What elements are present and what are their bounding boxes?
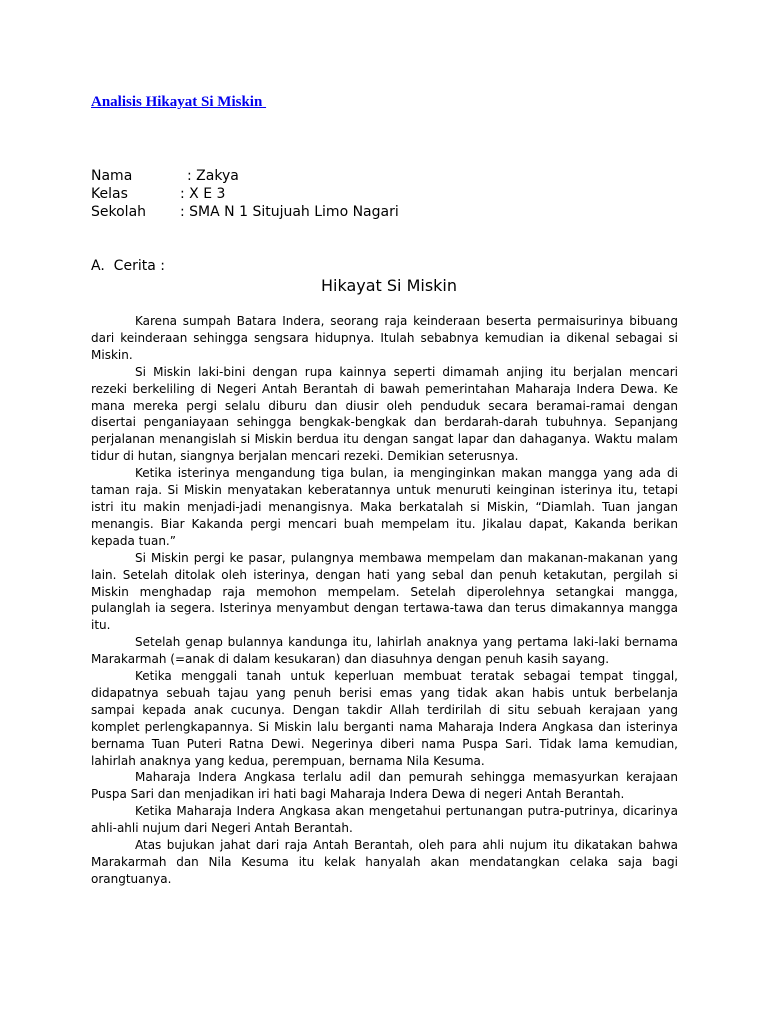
info-value: : SMA N 1 Situjuah Limo Nagari	[180, 204, 399, 220]
story-paragraph: Si Miskin laki-bini dengan rupa kainnya seperti dimamah anjing itu berjalan mencari rezeki berkeliling di Negeri Antah Berantah di bawah pemerintahan Maharaja Indera Dewa. Ke mana mereka pergi selalu diburu dan diusir oleh penduduk secara beramai-ramai dengan disertai penganiayaan sehingga bengkak-bengkak dan berdarah-darah tubuhnya. Sepanjang perjalanan menangislah si Miskin berdua itu dengan sangat lapar dan dahaganya. Waktu malam tidur di hutan, siangnya berjalan mencari rezeki. Demikian seterusnya.	[91, 364, 678, 464]
story-paragraph: Karena sumpah Batara Indera, seorang raja keinderaan beserta permaisurinya bibuang dari keinderaan sehingga sengsara hidupnya. Itulah sebabnya kemudian ia dikenal sebagai si Miskin.	[91, 314, 678, 362]
story-paragraph: Ketika menggali tanah untuk keperluan membuat teratak sebagai tempat tinggal, didapatnya sebuah tajau yang penuh berisi emas yang tidak akan habis untuk berbelanja sampai kepada anak cucunya. Dengan takdir Allah terdirilah di situ sebuah kerajaan yang komplet perlengkapannya. Si Miskin lalu berganti nama Maharaja Indera Angkasa dan isterinya bernama Tuan Puteri Ratna Dewi. Negerinya diberi nama Puspa Sari. Tidak lama kemudian, lahirlah anaknya yang kedua, perempuan, bernama Nila Kesuma.	[91, 669, 678, 768]
info-row-kelas	[91, 185, 399, 203]
story-paragraph: Ketika isterinya mengandung tiga bulan, ia menginginkan makan mangga yang ada di taman raja. Si Miskin menyatakan keberatannya untuk menuruti keinginan isterinya itu, tetapi istri itu makin menjadi-jadi menangisnya. Maka berkatalah si Miskin, “Diamlah. Tuan jangan menangis. Biar Kakanda pergi mencari buah mempelam itu. Jikalau dapat, Kakanda berikan kepada tuan.”	[91, 466, 678, 548]
story-body	[91, 313, 678, 888]
info-value: : X E 3	[180, 186, 226, 202]
story-paragraph: Si Miskin pergi ke pasar, pulangnya membawa mempelam dan makanan-makanan yang lain. Setelah ditolak oleh isterinya, dengan hati yang sebal dan penuh ketakutan, pergilah si Miskin menghadap raja memohon mempelam. Setelah diperolehnya setangkai mangga, pulanglah ia segera. Isterinya menyambut dengan tertawa-tawa dan terus dimakannya mangga itu.	[91, 550, 678, 633]
story-title: Hikayat Si Miskin	[320, 276, 458, 295]
story-paragraph: Ketika Maharaja Indera Angkasa akan mengetahui pertunangan putra-putrinya, dicarinya ahli-ahli nujum dari Negeri Antah Berantah.	[91, 804, 678, 836]
story-paragraph: Setelah genap bulannya kandunga itu, lahirlah anaknya yang pertama laki-laki bernama Marakarmah (=anak di dalam kesukaran) dan diasuhnya dengan penuh kasih sayang.	[91, 635, 678, 667]
student-info	[91, 167, 399, 221]
section-heading: A. Cerita :	[91, 258, 165, 274]
info-label: Nama	[91, 168, 133, 184]
info-row-sekolah	[91, 203, 399, 221]
info-value: : Zakya	[187, 168, 239, 184]
story-paragraph: Atas bujukan jahat dari raja Antah Berantah, oleh para ahli nujum itu dikatakan bahwa Marakarmah dan Nila Kesuma itu kelak hanyalah akan mendatangkan celaka saja bagi orangtuanya.	[91, 838, 678, 886]
info-label: Kelas	[91, 186, 128, 202]
document-title-link[interactable]: Analisis Hikayat Si Miskin	[91, 94, 267, 110]
info-row-nama	[91, 167, 399, 185]
info-label: Sekolah	[91, 204, 147, 220]
story-paragraph: Maharaja Indera Angkasa terlalu adil dan pemurah sehingga memasyurkan kerajaan Puspa Sari dan menjadikan iri hati bagi Maharaja Indera Dewa di negeri Antah Berantah.	[91, 770, 678, 802]
